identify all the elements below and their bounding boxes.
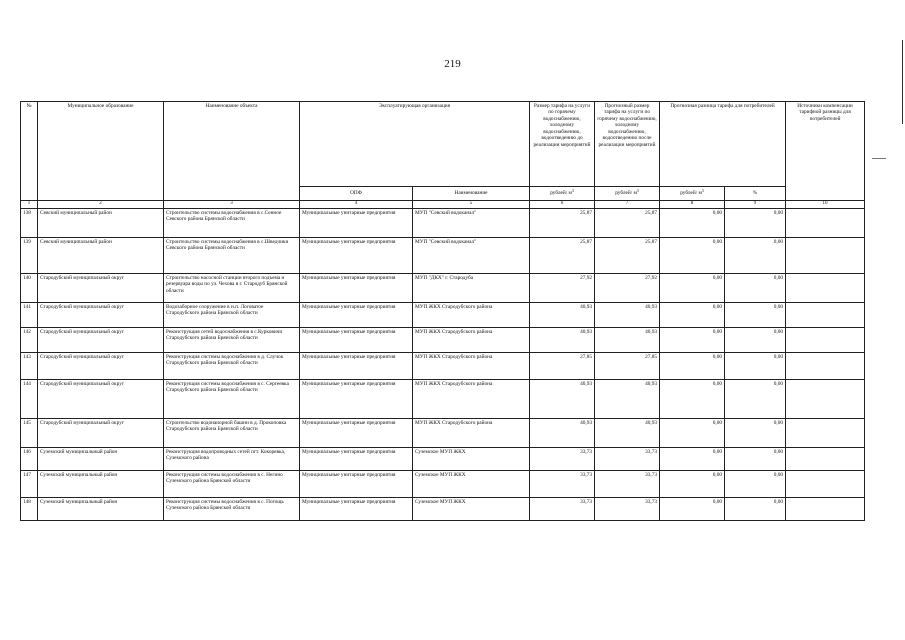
row-tariff-before: 40,93 (530, 419, 595, 448)
row-operator-name: МУП ЖКХ Стародубского района (413, 353, 530, 380)
row-num: 140 (21, 274, 38, 303)
row-tariff-before: 40,93 (530, 380, 595, 419)
row-object: Строительство системы водоснабжения в с.Шведчики Севского района Брянской области (164, 238, 300, 274)
scan-edge-line (902, 40, 903, 124)
row-tariff-before: 40,93 (530, 303, 595, 328)
row-tariff-after: 25,87 (595, 209, 660, 238)
row-diff-pct: 0,00 (725, 238, 786, 274)
row-object: Реконструкция водопроводных сетей пгт. Кокоревка, Суземского района (164, 448, 300, 471)
row-object: Водозаборное сооружение в н.п. Логоватое Стародубского района Брянской области (164, 303, 300, 328)
row-opf: Муниципальные унитарные предприятия (300, 498, 413, 521)
row-tariff-before: 33,73 (530, 471, 595, 498)
col-number: 4 (300, 201, 413, 209)
row-diff-rub: 0,00 (660, 274, 725, 303)
col-number: 2 (38, 201, 164, 209)
table-row (21, 448, 865, 471)
row-opf: Муниципальные унитарные предприятия (300, 303, 413, 328)
row-operator-name: МУП "Севский водоканал" (413, 209, 530, 238)
header-tariff-size: Размер тарифа на услуги по горячему водоснабжению, холодному водоснабжению, водоотведению до реализации мероприятий (530, 102, 595, 187)
row-diff-rub: 0,00 (660, 471, 725, 498)
col-number: 1 (21, 201, 38, 209)
row-diff-rub: 0,00 (660, 209, 725, 238)
row-tariff-after: 40,93 (595, 380, 660, 419)
row-object: Реконструкция системы водоснабжения в с. Негино Суземского района Брянской области (164, 471, 300, 498)
row-source (786, 419, 865, 448)
page-number: 219 (444, 58, 461, 70)
row-municipality: Стародубский муниципальный округ (38, 303, 164, 328)
row-diff-rub: 0,00 (660, 448, 725, 471)
row-opf: Муниципальные унитарные предприятия (300, 328, 413, 353)
row-num: 141 (21, 303, 38, 328)
row-municipality: Суземский муниципальный район (38, 498, 164, 521)
row-num: 139 (21, 238, 38, 274)
row-diff-pct: 0,00 (725, 471, 786, 498)
row-diff-rub: 0,00 (660, 380, 725, 419)
row-source (786, 328, 865, 353)
row-operator-name: МУП ЖКХ Стародубского района (413, 303, 530, 328)
row-diff-pct: 0,00 (725, 328, 786, 353)
header-sources: Источники компенсации тарифной разницы для потребителей (786, 102, 865, 201)
tariff-table (20, 101, 865, 521)
row-object: Реконструкция системы водоснабжения в с. Сергеевка Стародубского района Брянской области (164, 380, 300, 419)
row-opf: Муниципальные унитарные предприятия (300, 353, 413, 380)
row-num: 143 (21, 353, 38, 380)
header-unit-diff: рублей/ $м^3$ (660, 187, 725, 201)
row-opf: Муниципальные унитарные предприятия (300, 209, 413, 238)
header-operator: Эксплуатирующая организация (300, 102, 530, 187)
row-operator-name: Суземское МУП ЖКХ (413, 498, 530, 521)
row-opf: Муниципальные унитарные предприятия (300, 274, 413, 303)
row-municipality: Севский муниципальный район (38, 209, 164, 238)
header-opf: ОПФ (300, 187, 413, 201)
row-municipality: Стародубский муниципальный округ (38, 419, 164, 448)
table-row (21, 328, 865, 353)
table-row (21, 353, 865, 380)
row-diff-pct: 0,00 (725, 274, 786, 303)
row-num: 144 (21, 380, 38, 419)
row-tariff-after: 40,93 (595, 303, 660, 328)
row-operator-name: МУП ЖКХ Стародубского района (413, 380, 530, 419)
row-object: Строительство насосной станции второго подъема и резервуара воды по ул. Чехова в г. Стародуб Брянской области (164, 274, 300, 303)
row-tariff-before: 33,73 (530, 448, 595, 471)
row-operator-name: МУП "ДКХ" г. Стародуба (413, 274, 530, 303)
row-diff-rub: 0,00 (660, 419, 725, 448)
row-operator-name: Суземское МУП ЖКХ (413, 471, 530, 498)
row-tariff-before: 40,93 (530, 328, 595, 353)
row-diff-rub: 0,00 (660, 303, 725, 328)
row-diff-pct: 0,00 (725, 448, 786, 471)
row-municipality: Стародубский муниципальный округ (38, 274, 164, 303)
header-name: Наименование (413, 187, 530, 201)
table-row (21, 238, 865, 274)
col-number: 8 (660, 201, 725, 209)
row-tariff-after: 27,92 (595, 274, 660, 303)
row-object: Строительство водонапорной башни в д. Прокоповка Стародубского района Брянской области (164, 419, 300, 448)
row-tariff-after: 33,73 (595, 498, 660, 521)
row-source (786, 209, 865, 238)
row-object: Реконструкция сетей водоснабжения в с.Курковичи Стародубского района Брянской области (164, 328, 300, 353)
row-municipality: Стародубский муниципальный округ (38, 353, 164, 380)
row-num: 142 (21, 328, 38, 353)
row-source (786, 380, 865, 419)
row-municipality: Стародубский муниципальный округ (38, 328, 164, 353)
row-municipality: Стародубский муниципальный округ (38, 380, 164, 419)
row-num: 145 (21, 419, 38, 448)
header-tariff-diff: Прогнозная разница тарифа для потребителей (660, 102, 786, 187)
col-number: 5 (413, 201, 530, 209)
header-percent: % (725, 187, 786, 201)
row-num: 147 (21, 471, 38, 498)
table-row (21, 303, 865, 328)
row-tariff-after: 25,87 (595, 238, 660, 274)
col-number: 7 (595, 201, 660, 209)
col-number: 10 (786, 201, 865, 209)
col-number: 3 (164, 201, 300, 209)
row-object: Реконструкция системы водоснабжения в с. Погощь Суземского района Брянской области (164, 498, 300, 521)
row-tariff-after: 40,93 (595, 419, 660, 448)
row-operator-name: Суземское МУП ЖКХ (413, 448, 530, 471)
row-diff-pct: 0,00 (725, 380, 786, 419)
header-num: № (21, 102, 38, 201)
row-diff-pct: 0,00 (725, 353, 786, 380)
row-tariff-before: 25,87 (530, 238, 595, 274)
row-source (786, 471, 865, 498)
row-municipality: Суземский муниципальный район (38, 448, 164, 471)
col-number: 9 (725, 201, 786, 209)
table-row (21, 209, 865, 238)
header-tariff-forecast: Прогнозный размер тарифа на услуги по горячему водоснабжению, холодному водоснабжению, водоотведению после реализации мероприятий (595, 102, 660, 187)
row-municipality: Суземский муниципальный район (38, 471, 164, 498)
row-source (786, 498, 865, 521)
row-tariff-before: 27,92 (530, 274, 595, 303)
row-operator-name: МУП ЖКХ Стародубского района (413, 328, 530, 353)
scan-edge-tick (872, 158, 886, 159)
header-unit-before: рублей/ $м^3$ (530, 187, 595, 201)
row-municipality: Севский муниципальный район (38, 238, 164, 274)
row-num: 138 (21, 209, 38, 238)
row-source (786, 238, 865, 274)
row-source (786, 274, 865, 303)
row-opf: Муниципальные унитарные предприятия (300, 380, 413, 419)
row-diff-pct: 0,00 (725, 303, 786, 328)
row-diff-pct: 0,00 (725, 498, 786, 521)
row-diff-pct: 0,00 (725, 209, 786, 238)
row-tariff-after: 40,93 (595, 328, 660, 353)
header-object-name: Наименование объекта (164, 102, 300, 201)
row-tariff-after: 33,73 (595, 448, 660, 471)
row-object: Реконструкция системы водоснабжения в д. Случок Стародубского района Брянской области (164, 353, 300, 380)
row-diff-rub: 0,00 (660, 238, 725, 274)
table-row (21, 380, 865, 419)
table-row (21, 274, 865, 303)
col-number: 6 (530, 201, 595, 209)
row-diff-rub: 0,00 (660, 353, 725, 380)
row-tariff-after: 27,85 (595, 353, 660, 380)
table-row (21, 498, 865, 521)
row-tariff-before: 33,73 (530, 498, 595, 521)
row-num: 148 (21, 498, 38, 521)
row-operator-name: МУП ЖКХ Стародубского района (413, 419, 530, 448)
row-source (786, 303, 865, 328)
header-municipality: Муниципальное образование (38, 102, 164, 201)
row-opf: Муниципальные унитарные предприятия (300, 448, 413, 471)
header-unit-after: рублей/ $м^3$ (595, 187, 660, 201)
row-num: 146 (21, 448, 38, 471)
row-diff-rub: 0,00 (660, 498, 725, 521)
row-diff-pct: 0,00 (725, 419, 786, 448)
row-opf: Муниципальные унитарные предприятия (300, 419, 413, 448)
row-source (786, 448, 865, 471)
table-row (21, 471, 865, 498)
row-operator-name: МУП "Севский водоканал" (413, 238, 530, 274)
row-opf: Муниципальные унитарные предприятия (300, 238, 413, 274)
row-source (786, 353, 865, 380)
row-tariff-after: 33,73 (595, 471, 660, 498)
row-tariff-before: 27,85 (530, 353, 595, 380)
row-object: Строительство системы водоснабжения в с.Сенное Севского района Брянской области (164, 209, 300, 238)
row-opf: Муниципальные унитарные предприятия (300, 471, 413, 498)
row-tariff-before: 25,87 (530, 209, 595, 238)
table-row (21, 419, 865, 448)
row-diff-rub: 0,00 (660, 328, 725, 353)
